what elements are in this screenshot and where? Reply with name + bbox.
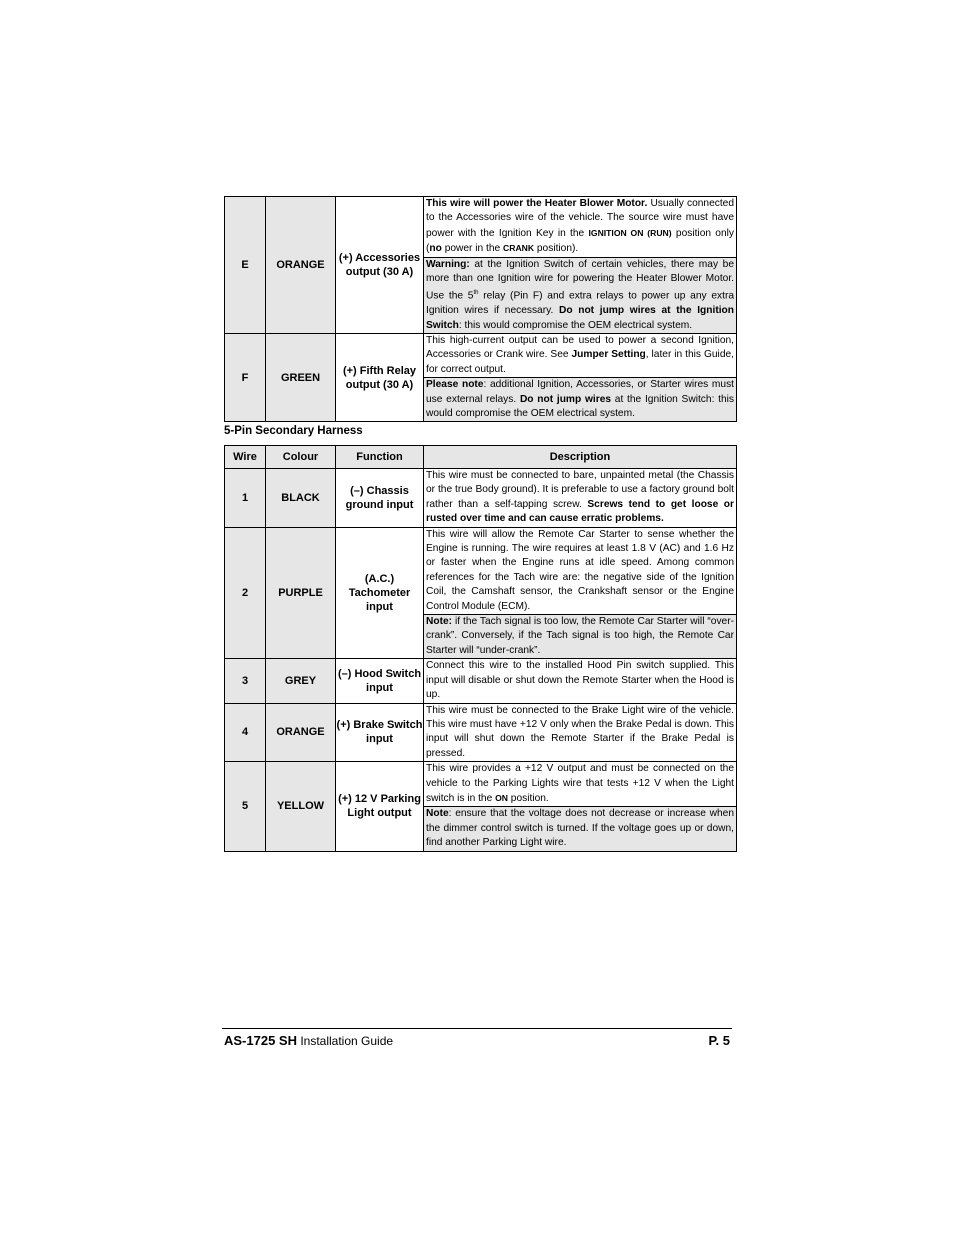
function-cell: (A.C.) Tachometer input <box>336 527 424 659</box>
desc-sup: th <box>473 290 479 297</box>
desc-smallcaps: CRANK <box>503 243 535 254</box>
footer-title <box>224 1033 393 1048</box>
wire-cell: 1 <box>225 469 266 528</box>
page-number: P. 5 <box>708 1033 730 1048</box>
colour-cell: GREEN <box>266 334 336 422</box>
description-cell <box>424 703 737 762</box>
colour-cell: YELLOW <box>266 762 336 851</box>
desc-text: : this would compromise the OEM electrical system. <box>458 319 693 331</box>
desc-text: relay (Pin F) and extra relays to power up any extra Ignition wires if necessary. <box>426 290 734 317</box>
wire-cell: 4 <box>225 703 266 762</box>
table-row <box>225 703 737 762</box>
desc-text: This wire must be connected to the Brake Light wire of the vehicle. This wire must have +12 V only when the Brake Pedal is down. This input will shut down the Remote Starter if the Brake Pedal is pressed. <box>426 704 734 759</box>
description-cell <box>424 334 737 378</box>
desc-text: at the Ignition Switch: this would compromise the OEM electrical system. <box>426 393 735 420</box>
wire-cell: E <box>225 197 266 334</box>
desc-text: Usually connected to the Accessories wire of the vehicle. The source wire must have power with the Ignition Key in the <box>426 198 735 239</box>
desc-bold: This wire will power the Heater Blower Motor. <box>426 198 648 209</box>
wire-cell: F <box>225 334 266 422</box>
desc-smallcaps: IGNITION ON (RUN) <box>588 227 672 238</box>
description-cell <box>424 762 737 807</box>
function-cell: (–) Hood Switch input <box>336 659 424 703</box>
colour-cell: BLACK <box>266 469 336 528</box>
table-row <box>225 659 737 703</box>
note-cell <box>424 615 737 659</box>
table-row <box>225 334 737 378</box>
table-row <box>225 197 737 258</box>
colour-cell: ORANGE <box>266 197 336 334</box>
desc-bold: Note <box>426 808 449 820</box>
desc-bold: Jumper Setting <box>571 349 646 361</box>
header-colour: Colour <box>266 446 336 469</box>
desc-bold: Do not jump wires <box>519 393 612 405</box>
doc-name: Installation Guide <box>296 1034 394 1048</box>
desc-text: position. <box>507 792 549 804</box>
desc-text: , later in this Guide, for correct output. <box>426 349 734 375</box>
desc-text: position only ( <box>426 227 734 255</box>
function-cell: (+) Fifth Relay output (30 A) <box>336 334 424 422</box>
desc-text: at the Ignition Switch of certain vehicles, there may be more than one Ignition wire for powering the Heater Blower Motor. Use the 5 <box>426 258 734 302</box>
table-header-row <box>225 446 737 469</box>
desc-bold: Note: <box>426 616 453 628</box>
header-description: Description <box>424 446 737 469</box>
desc-text: This wire will allow the Remote Car Starter to sense whether the Engine is running. The wire requires at least 1.8 V (AC) and 1.6 Hz or faster when the Engine runs at idle speed. Among common references for the Tach wire are: the negative side of the Ignition Coil, the Camshaft sensor, the Crankshaft sensor or the Engine Control Module (ECM). <box>426 528 734 612</box>
desc-text: This wire provides a +12 V output and must be connected on the vehicle to the Parking Lights wire that tests +12 V when the Light switch is in the <box>426 763 734 804</box>
desc-text: This high-current output can be used to power a second Ignition, Accessories or Crank wire. See <box>426 335 734 361</box>
function-cell: (–) Chassis ground input <box>336 469 424 528</box>
desc-bold: Screws tend to get loose or rusted over time and can cause erratic problems. <box>426 498 734 525</box>
description-cell <box>424 197 737 258</box>
table-row <box>225 527 737 614</box>
function-cell: (+) 12 V Parking Light output <box>336 762 424 851</box>
desc-bold: Please note <box>426 379 484 391</box>
wire-table-continued <box>224 196 737 422</box>
desc-text: Connect this wire to the installed Hood Pin switch supplied. This input will disable or shut down the Remote Starter when the Hood is up. <box>426 660 734 701</box>
desc-bold: Warning: <box>426 258 470 270</box>
section-title: 5-Pin Secondary Harness <box>224 425 363 437</box>
desc-smallcaps: ON <box>495 792 508 803</box>
note-cell <box>424 807 737 851</box>
note-cell <box>424 378 737 422</box>
description-cell <box>424 527 737 614</box>
colour-cell: GREY <box>266 659 336 703</box>
secondary-harness-table <box>224 445 737 852</box>
desc-text: This wire must be connected to bare, unpainted metal (the Chassis or the true Body ground). It is preferable to use a factory ground bolt rather than a self-tapping screw. <box>426 470 734 510</box>
table-row <box>225 762 737 807</box>
colour-cell: PURPLE <box>266 527 336 659</box>
desc-bold: Do not jump wires at the Ignition Switch <box>426 305 734 331</box>
desc-text: position). <box>534 243 579 255</box>
model-name: AS-1725 SH <box>224 1033 297 1048</box>
description-cell <box>424 659 737 703</box>
desc-bold: no <box>429 243 442 255</box>
header-wire: Wire <box>225 446 266 469</box>
description-cell <box>424 469 737 528</box>
desc-text: if the Tach signal is too low, the Remote Car Starter will “over-crank”. Conversely, if the Tach signal is too high, the Remote Car Starter will “under-crank”. <box>426 616 734 656</box>
footer-rule <box>222 1028 732 1029</box>
colour-cell: ORANGE <box>266 703 336 762</box>
table-row <box>225 469 737 528</box>
function-cell: (+) Accessories output (30 A) <box>336 197 424 334</box>
wire-cell: 2 <box>225 527 266 659</box>
warning-cell <box>424 257 737 333</box>
wire-cell: 5 <box>225 762 266 851</box>
header-function: Function <box>336 446 424 469</box>
desc-text: : additional Ignition, Accessories, or Starter wires must use external relays. <box>426 379 735 405</box>
wire-cell: 3 <box>225 659 266 703</box>
function-cell: (+) Brake Switch input <box>336 703 424 762</box>
desc-text: : ensure that the voltage does not decrease or increase when the dimmer control switch is turned. If the voltage goes up or down, find another Parking Light wire. <box>426 808 734 849</box>
desc-text: power in the <box>441 243 504 255</box>
